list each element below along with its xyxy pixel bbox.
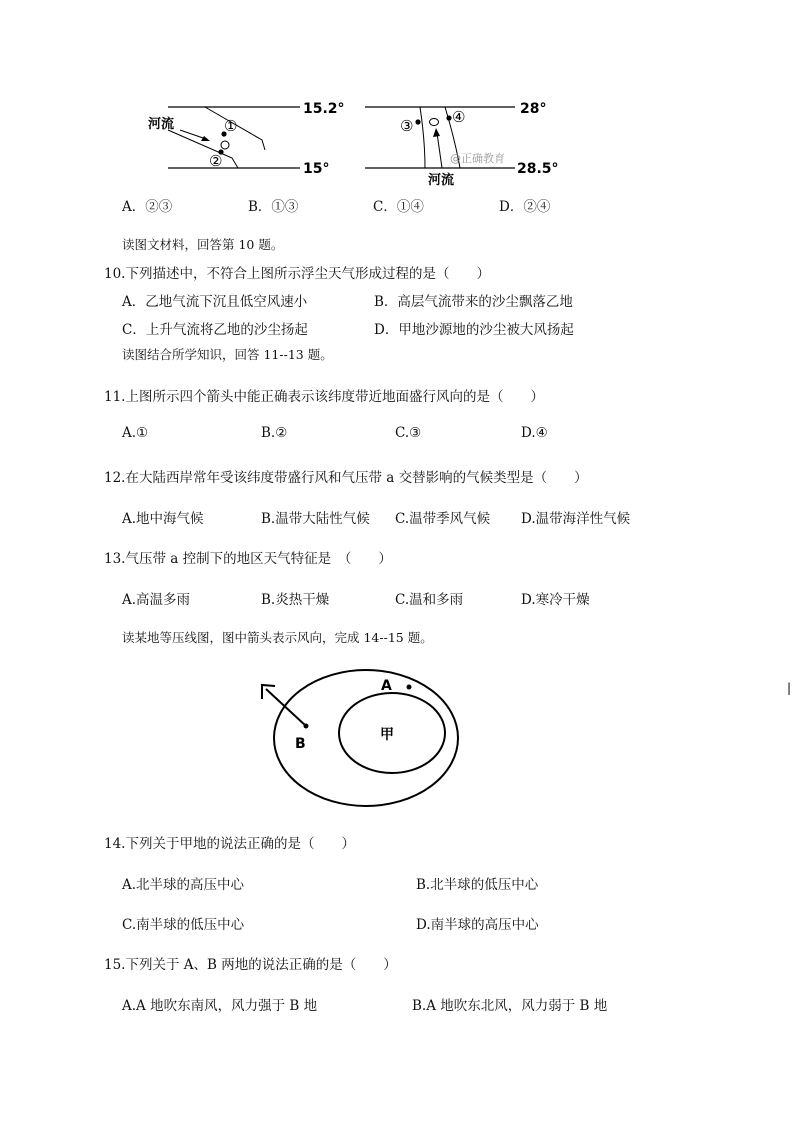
isobar-figure bbox=[0, 660, 794, 820]
right-lat-bottom: 28.5° bbox=[517, 161, 559, 177]
q13-option-c: C.温和多雨 bbox=[395, 592, 464, 608]
q11-option-a: A.① bbox=[122, 425, 149, 441]
q12-option-d: D.温带海洋性气候 bbox=[521, 511, 631, 527]
point-2: ② bbox=[209, 152, 223, 170]
q9-option-d: D．②④ bbox=[499, 199, 551, 215]
label-a: A bbox=[381, 678, 392, 694]
q15-option-a: A.A 地吹东南风，风力强于 B 地 bbox=[122, 998, 318, 1014]
q10-option-b: B．高层气流带来的沙尘飘落乙地 bbox=[374, 294, 573, 310]
q10-option-d: D．甲地沙源地的沙尘被大风扬起 bbox=[374, 322, 574, 338]
q11-option-b: B.② bbox=[261, 425, 288, 441]
q11-text: 11.上图所示四个箭头中能正确表示该纬度带近地面盛行风向的是（ ） bbox=[104, 389, 544, 405]
q14-option-c: C.南半球的低压中心 bbox=[122, 917, 245, 933]
left-river-label: 河流 bbox=[148, 117, 175, 132]
q12-option-c: C.温带季风气候 bbox=[395, 511, 491, 527]
q9-option-b: B．①③ bbox=[248, 199, 299, 215]
q10-option-c: C．上升气流将乙地的沙尘扬起 bbox=[122, 322, 308, 338]
q12-text: 12.在大陆西岸常年受该纬度带盛行风和气压带 a 交替影响的气候类型是（ ） bbox=[104, 470, 588, 486]
latitude-river-figure bbox=[0, 0, 794, 200]
q13-option-b: B.炎热干燥 bbox=[261, 592, 330, 608]
q10-text: 10.下列描述中，不符合上图所示浮尘天气形成过程的是（ ） bbox=[104, 266, 490, 282]
edge-mark: | bbox=[787, 681, 792, 695]
instruction-q14-15: 读某地等压线图，图中箭头表示风向，完成 14--15 题。 bbox=[122, 630, 433, 645]
left-lat-top: 15.2° bbox=[303, 101, 345, 117]
q13-option-a: A.高温多雨 bbox=[122, 592, 191, 608]
right-lat-top: 28° bbox=[520, 101, 547, 117]
q12-option-b: B.温带大陆性气候 bbox=[261, 511, 370, 527]
point-1: ① bbox=[224, 117, 238, 135]
left-lat-bottom: 15° bbox=[303, 161, 330, 177]
q14-text: 14.下列关于甲地的说法正确的是（ ） bbox=[104, 836, 355, 852]
label-center: 甲 bbox=[380, 727, 394, 743]
point-4: ④ bbox=[452, 108, 466, 126]
q11-option-c: C.③ bbox=[395, 425, 422, 441]
q14-option-b: B.北半球的低压中心 bbox=[416, 877, 539, 893]
q10-option-a: A．乙地气流下沉且低空风速小 bbox=[122, 294, 308, 310]
q13-option-d: D.寒冷干燥 bbox=[521, 592, 590, 608]
q13-text: 13.气压带 a 控制下的地区天气特征是 （ ） bbox=[104, 551, 392, 567]
instruction-q10: 读图文材料，回答第 10 题。 bbox=[122, 237, 284, 252]
label-b: B bbox=[295, 736, 306, 752]
point-3: ③ bbox=[400, 117, 414, 135]
q9-option-a: A．②③ bbox=[122, 199, 173, 215]
q9-option-c: C．①④ bbox=[373, 199, 424, 215]
q11-option-d: D.④ bbox=[521, 425, 548, 441]
q14-option-d: D.南半球的高压中心 bbox=[416, 917, 539, 933]
right-river-label: 河流 bbox=[428, 173, 455, 188]
instruction-q11-13: 读图结合所学知识，回答 11--13 题。 bbox=[122, 347, 333, 362]
q12-option-a: A.地中海气候 bbox=[122, 511, 204, 527]
q15-text: 15.下列关于 A、B 两地的说法正确的是（ ） bbox=[104, 957, 397, 973]
watermark: @正确教育 bbox=[450, 152, 505, 165]
q15-option-b: B.A 地吹东北风，风力弱于 B 地 bbox=[412, 998, 608, 1014]
q14-option-a: A.北半球的高压中心 bbox=[122, 877, 245, 893]
